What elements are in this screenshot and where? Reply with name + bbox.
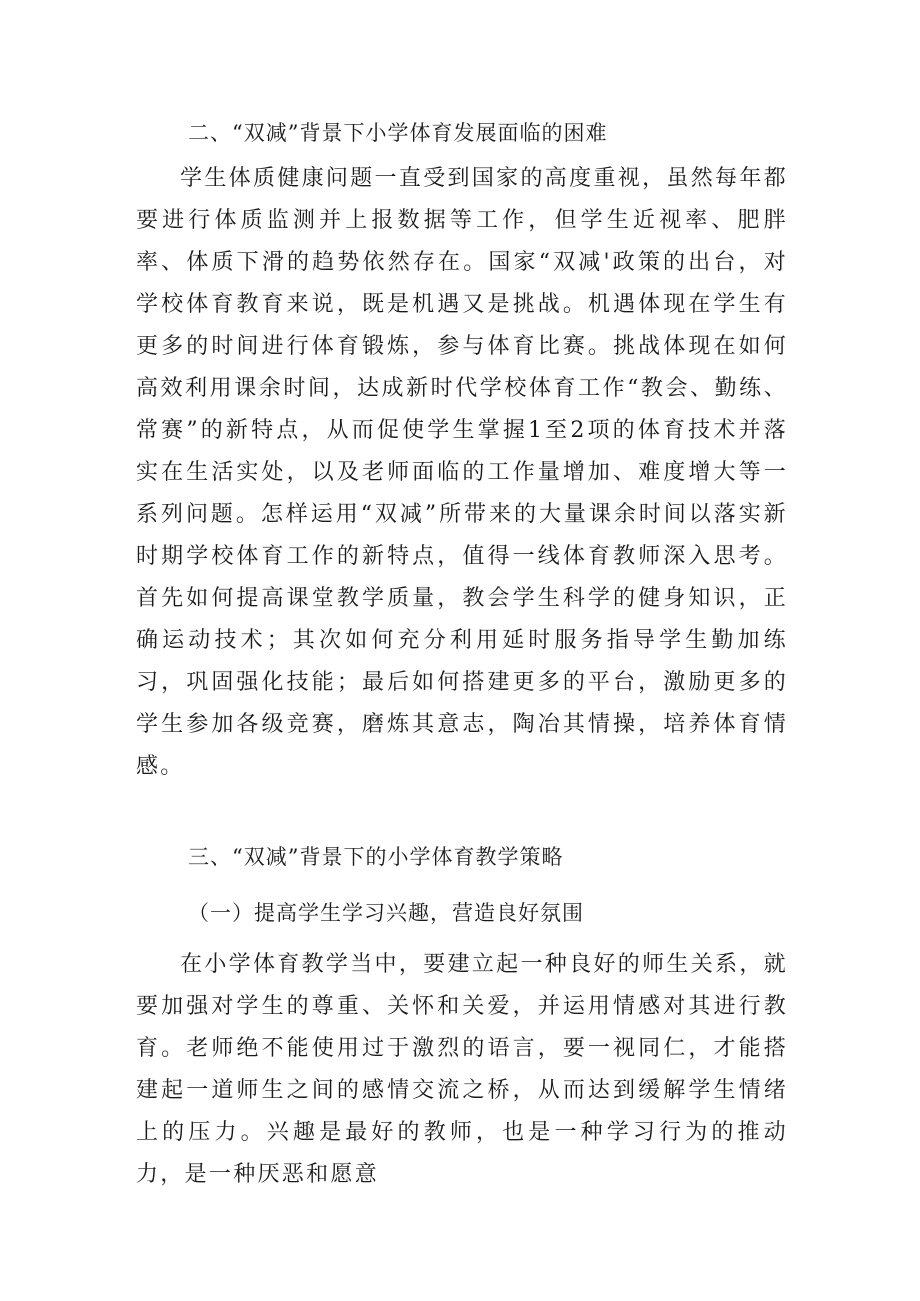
subsection-1-heading: （一）提高学生学习兴趣，营造良好氛围 [188, 901, 584, 925]
subsection-1-paragraph: 在小学体育教学当中，要建立起一种良好的师生关系，就要加强对学生的尊重、关怀和关爱，并运用情感对其进行教育。老师绝不能使用过于激烈的语言，要一视同仁，才能搭建起一道师生之间的感情交流之桥，从而达到缓解学生情绪上的压力。兴趣是最好的教师，也是一种学习行为的推动力，是一种厌恶和愿意 [136, 952, 788, 1187]
section-2-heading: 二、“双减”背景下小学体育发展面临的困难 [188, 121, 608, 145]
section-2-paragraph: 学生体质健康问题一直受到国家的高度重视，虽然每年都要进行体质监测并上报数据等工作，但学生近视率、肥胖率、体质下滑的趋势依然存在。国家“双减'政策的出台，对学校体育教育来说，既是机遇又是挑战。机遇体现在学生有更多的时间进行体育锻炼，参与体育比赛。挑战体现在如何高效利用课余时间，达成新时代学校体育工作“教会、勤练、常赛”的新特点，从而促使学生掌握1至2项的体育技术并落实在生活实处，以及老师面临的工作量增加、难度增大等一系列问题。怎样运用“双减”所带来的大量课余时间以落实新时期学校体育工作的新特点，值得一线体育教师深入思考。首先如何提高课堂教学质量，教会学生科学的健身知识，正确运动技术；其次如何充分利用延时服务指导学生勤加练习，巩固强化技能；最后如何搭建更多的平台，激励更多的学生参加各级竞赛，磨炼其意志，陶冶其情操，培养体育情感。 [136, 166, 788, 779]
section-3-heading: 三、“双减”背景下的小学体育教学策略 [188, 845, 564, 869]
